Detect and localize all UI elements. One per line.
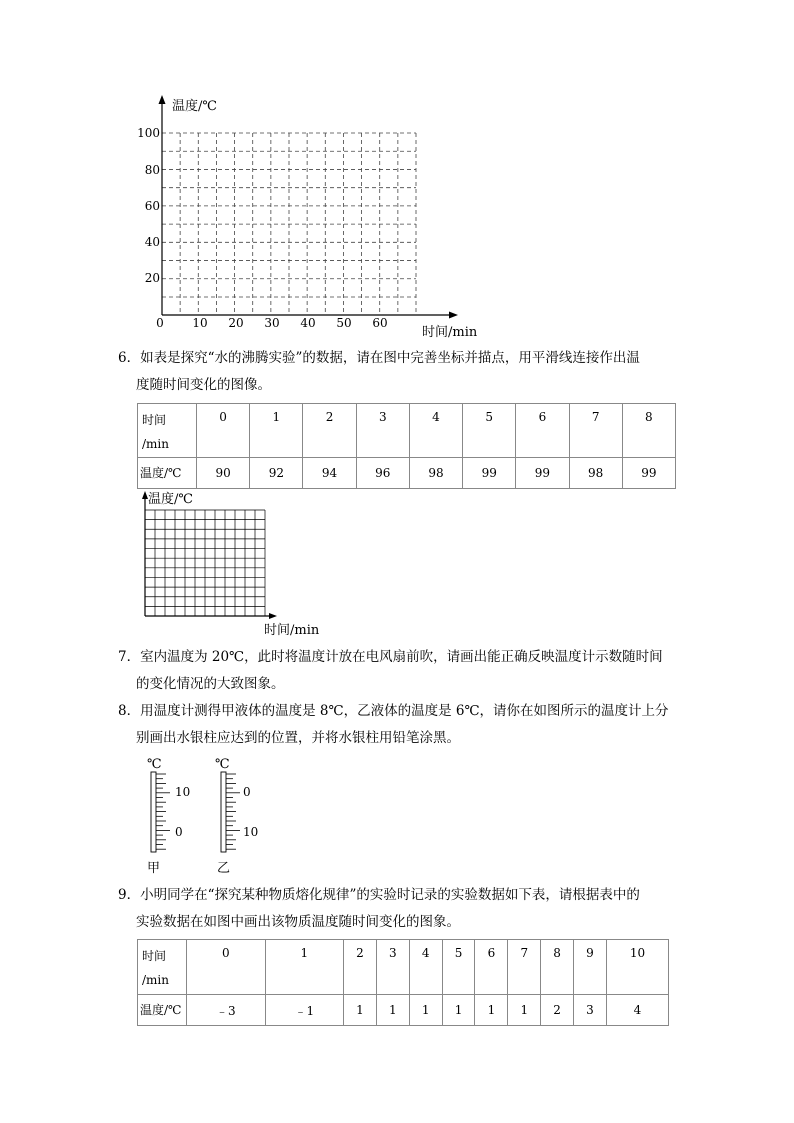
y-tick-20: 20: [144, 271, 160, 285]
temp-cell: ﹣1: [265, 995, 344, 1026]
temp-cell: 96: [356, 458, 409, 489]
thermometer-yi-tube: [221, 772, 226, 852]
time-unit: /min: [142, 437, 169, 451]
y-tick-60: 60: [144, 199, 160, 213]
thermometer-jia-tube: [151, 772, 156, 852]
time-cell: 8: [622, 404, 675, 458]
y-axis-label: 温度/℃: [172, 99, 217, 114]
thermometer-jia-unit: ℃: [147, 757, 162, 772]
temp-cell: 98: [569, 458, 622, 489]
blank-graph-1-svg: [120, 90, 490, 345]
temp-cell: 1: [344, 995, 377, 1026]
temp-cell: 4: [606, 995, 668, 1026]
temp-cell: 92: [250, 458, 303, 489]
table-header-temp: 温度/℃: [138, 995, 187, 1026]
time-cell: 10: [606, 940, 668, 995]
time-cell: 8: [541, 940, 574, 995]
y-tick-100: 100: [137, 126, 160, 140]
temp-cell: 3: [574, 995, 607, 1026]
time-cell: 4: [409, 404, 462, 458]
x-tick-20: 20: [228, 316, 244, 330]
question-6-line-2: 度随时间变化的图像。: [136, 377, 271, 393]
question-8-line-2: 别画出水银柱应达到的位置，并将水银柱用铅笔涂黑。: [136, 730, 460, 746]
y-tick-80: 80: [144, 163, 160, 177]
time-cell: 1: [265, 940, 344, 995]
table-header-time: [138, 940, 187, 995]
time-cell: 6: [516, 404, 569, 458]
question-8-line-1: 8．用温度计测得甲液体的温度是 8℃，乙液体的温度是 6℃，请你在如图所示的温度计上分: [118, 703, 669, 719]
blank-graph-2-svg: [135, 488, 335, 638]
temp-cell: 1: [475, 995, 508, 1026]
question-7-line-1: 7．室内温度为 20℃，此时将温度计放在电风扇前吹，请画出能正确反映温度计示数随时间: [118, 649, 663, 665]
x-axis-arrow: [449, 312, 458, 319]
question-7-line-2: 的变化情况的大致图象。: [136, 676, 285, 692]
blank-graph-2: [135, 488, 335, 638]
temp-cell: 2: [541, 995, 574, 1026]
temp-cell: 99: [516, 458, 569, 489]
x-tick-0: 0: [156, 316, 164, 330]
x-tick-30: 30: [264, 316, 280, 330]
boiling-data-table: [137, 403, 676, 489]
temp-cell: 99: [622, 458, 675, 489]
time-cell: 0: [197, 404, 250, 458]
time-label: 时间: [142, 413, 167, 427]
x-tick-10: 10: [192, 316, 208, 330]
question-9-line-1: 9．小明同学在“探究某种物质熔化规律”的实验时记录的实验数据如下表，请根据表中的: [118, 887, 640, 903]
table-header-time: [138, 404, 197, 458]
time-label: 时间: [142, 949, 167, 963]
thermometers: [135, 752, 275, 877]
time-cell: 2: [344, 940, 377, 995]
question-9-line-2: 实验数据在如图中画出该物质温度随时间变化的图象。: [136, 914, 460, 930]
thermometer-jia-label-top: 10: [175, 785, 191, 799]
temp-cell: 90: [197, 458, 250, 489]
thermometer-yi-label-top: 0: [243, 785, 251, 799]
time-unit: /min: [142, 973, 169, 987]
temp-cell: 98: [409, 458, 462, 489]
thermometer-yi-label-bottom: 10: [243, 825, 259, 839]
y-axis-arrow: [159, 95, 166, 104]
time-cell: 5: [442, 940, 475, 995]
time-cell: 0: [187, 940, 266, 995]
time-cell: 4: [409, 940, 442, 995]
thermometer-jia: [147, 757, 190, 876]
x-tick-40: 40: [300, 316, 316, 330]
x-axis-label: 时间/min: [264, 623, 320, 638]
temp-cell: 99: [463, 458, 516, 489]
time-cell: 7: [569, 404, 622, 458]
time-cell: 5: [463, 404, 516, 458]
time-cell: 7: [508, 940, 541, 995]
blank-graph-1: [120, 90, 490, 345]
question-6-line-1: 6．如表是探究“水的沸腾实验”的数据，请在图中完善坐标并描点，用平滑线连接作出温: [118, 350, 640, 366]
time-cell: 1: [250, 404, 303, 458]
temp-cell: 1: [508, 995, 541, 1026]
thermometer-jia-name: 甲: [147, 861, 161, 876]
time-cell: 6: [475, 940, 508, 995]
thermometer-yi-unit: ℃: [215, 757, 230, 772]
x-axis-label: 时间/min: [422, 325, 478, 340]
time-cell: 3: [376, 940, 409, 995]
temp-cell: ﹣3: [187, 995, 266, 1026]
time-cell: 9: [574, 940, 607, 995]
temp-cell: 1: [376, 995, 409, 1026]
melting-data-table: [137, 939, 669, 1026]
x-axis-arrow: [269, 613, 277, 619]
thermometer-yi-name: 乙: [217, 861, 231, 876]
temp-cell: 1: [409, 995, 442, 1026]
x-tick-50: 50: [336, 316, 352, 330]
y-tick-40: 40: [144, 235, 160, 249]
temp-cell: 94: [303, 458, 356, 489]
x-tick-60: 60: [372, 316, 388, 330]
thermometers-svg: [135, 752, 275, 877]
thermometer-yi: [215, 757, 258, 876]
table-header-temp: 温度/℃: [138, 458, 197, 489]
temp-cell: 1: [442, 995, 475, 1026]
time-cell: 3: [356, 404, 409, 458]
time-cell: 2: [303, 404, 356, 458]
y-axis-label: 温度/℃: [148, 492, 193, 507]
thermometer-jia-label-bottom: 0: [175, 825, 183, 839]
